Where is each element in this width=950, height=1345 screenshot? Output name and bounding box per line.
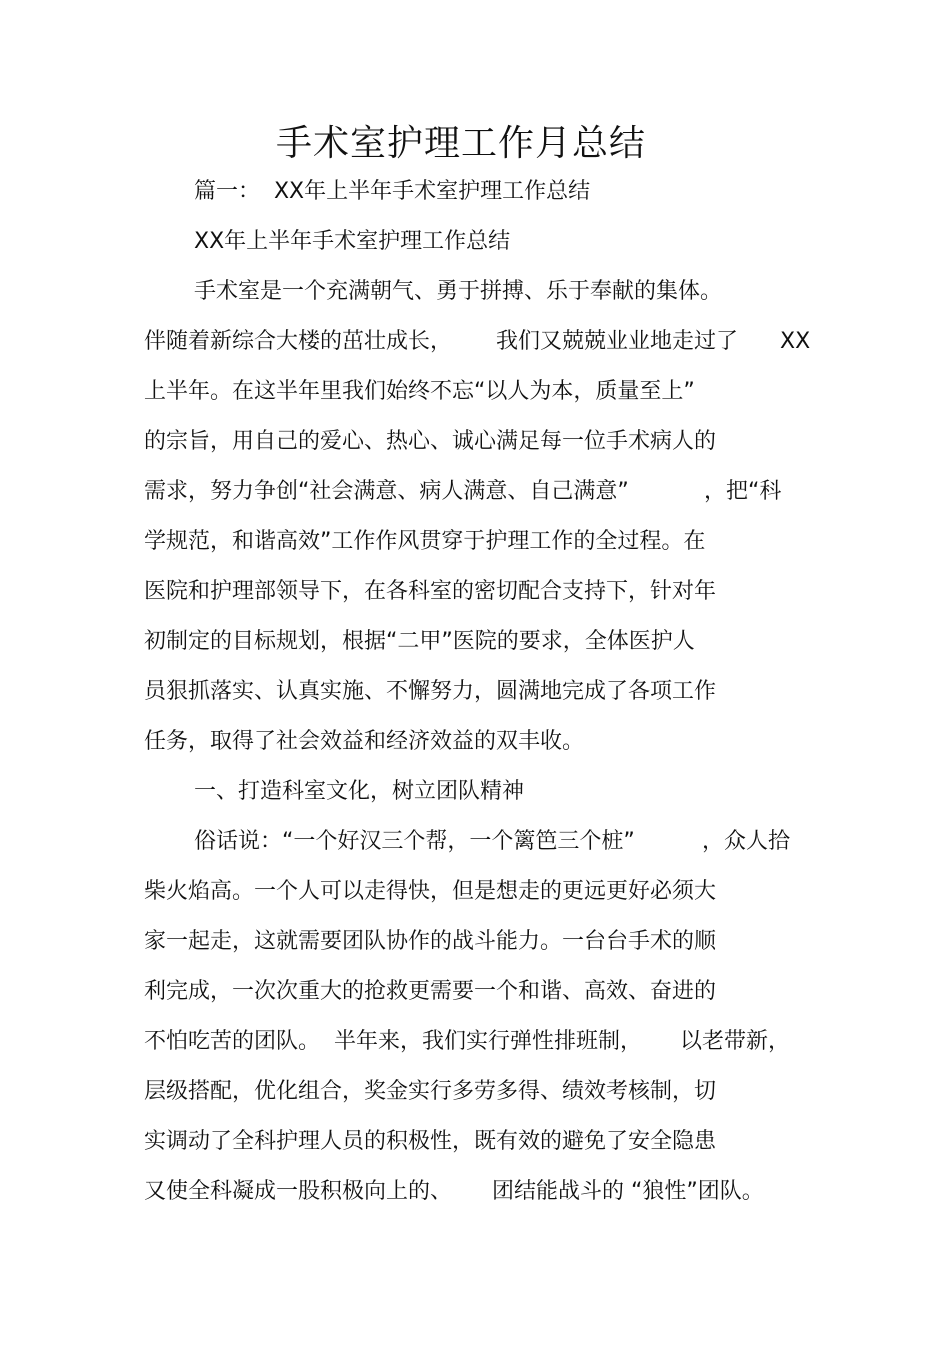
paragraph-line: 层级搭配，优化组合，奖金实行多劳多得、绩效考核制，切: [144, 1079, 717, 1104]
paragraph-line-segment: ，把“科: [704, 479, 782, 504]
section-heading: XX年上半年手术室护理工作总结: [194, 229, 511, 254]
paragraph-line-segment: 又使全科凝成一股积极向上的、: [144, 1179, 453, 1204]
paragraph-line: 医院和护理部领导下，在各科室的密切配合支持下，针对年: [144, 579, 717, 604]
paragraph-line: 手术室是一个充满朝气、勇于拼搏、乐于奉献的集体。: [194, 279, 723, 304]
paragraph-line: 上半年。在这半年里我们始终不忘“以人为本，质量至上”: [144, 379, 695, 404]
paragraph-line: 利完成，一次次重大的抢救更需要一个和谐、高效、奋进的: [144, 979, 717, 1004]
paragraph-line: 初制定的目标规划，根据“二甲”医院的要求，全体医护人: [144, 629, 695, 654]
paragraph-line: 学规范，和谐高效”工作作风贯穿于护理工作的全过程。在: [144, 529, 706, 554]
paragraph-line: [194, 826, 824, 858]
paragraph-line-segment: 伴随着新综合大楼的茁壮成长，: [144, 329, 453, 354]
paragraph-line-segment: 团结能战斗的 “狼性”团队。: [492, 1179, 764, 1204]
paragraph-line-segment: 不怕吃苦的团队。 半年来，我们实行弹性排班制，: [144, 1029, 642, 1054]
paragraph-line: [144, 476, 824, 508]
paragraph-line-segment: 以老带新，: [680, 1029, 791, 1054]
paragraph-line-segment: 需求，努力争创“社会满意、病人满意、自己满意”: [144, 479, 629, 504]
paragraph-line: [144, 1026, 824, 1058]
paragraph-line: [144, 1176, 824, 1208]
paragraph-line: [144, 326, 824, 358]
section-heading: 一、打造科室文化，树立团队精神: [194, 779, 525, 804]
document-title: 手术室护理工作月总结: [275, 123, 646, 164]
paragraph-line-segment: ，众人拾: [702, 829, 791, 854]
paragraph-line-segment: 我们又兢兢业业地走过了: [496, 329, 739, 354]
paragraph-line-segment: 俗话说：“一个好汉三个帮，一个篱笆三个桩”: [194, 829, 635, 854]
paragraph-line: 员狠抓落实、认真实施、不懈努力，圆满地完成了各项工作: [144, 679, 717, 704]
paragraph-line: 柴火焰高。一个人可以走得快，但是想走的更远更好必须大: [144, 879, 717, 904]
paragraph-line-segment: XX: [780, 329, 811, 354]
paragraph-line: 的宗旨，用自己的爱心、热心、诚心满足每一位手术病人的: [144, 429, 717, 454]
paragraph-line: 实调动了全科护理人员的积极性，既有效的避免了安全隐患: [144, 1129, 717, 1154]
paragraph-line: 家一起走，这就需要团队协作的战斗能力。一台台手术的顺: [144, 929, 717, 954]
paragraph-line: 任务，取得了社会效益和经济效益的双丰收。: [144, 729, 585, 754]
document-subtitle: 篇一： XX年上半年手术室护理工作总结: [194, 179, 591, 204]
